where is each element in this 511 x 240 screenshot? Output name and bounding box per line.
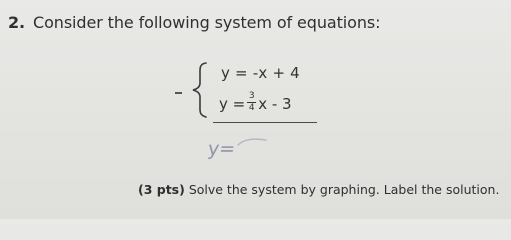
equation-2 bbox=[219, 93, 292, 114]
fraction-numerator: 3 bbox=[248, 91, 255, 101]
equation-underline bbox=[213, 122, 317, 123]
fraction bbox=[247, 92, 256, 113]
points-label: (3 pts) bbox=[138, 182, 185, 197]
equation-system bbox=[182, 55, 332, 125]
instruction-text bbox=[138, 182, 499, 197]
equation-1: y = -x + 4 bbox=[221, 64, 300, 82]
handwritten-note: y= bbox=[206, 138, 237, 160]
question-number: 2. bbox=[8, 13, 26, 32]
equation-2-suffix: x - 3 bbox=[258, 94, 292, 113]
pencil-stroke-icon bbox=[236, 137, 270, 147]
instruction-body: Solve the system by graphing. Label the solution. bbox=[184, 182, 500, 197]
fraction-denominator: 4 bbox=[248, 103, 255, 113]
question-heading bbox=[8, 13, 380, 32]
question-text: Consider the following system of equations: bbox=[33, 13, 381, 32]
dash-mark bbox=[175, 92, 182, 94]
equation-2-prefix: y = bbox=[219, 94, 246, 113]
left-brace-icon bbox=[182, 55, 212, 125]
